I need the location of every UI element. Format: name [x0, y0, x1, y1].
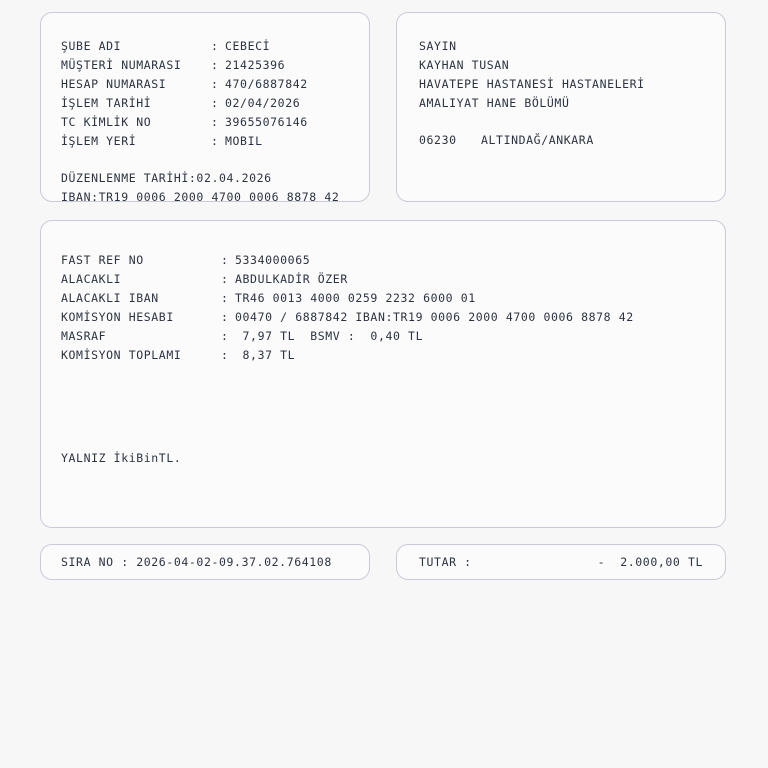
field-separator: :: [221, 310, 229, 324]
field-separator: :: [211, 134, 219, 148]
table-row: [61, 113, 369, 132]
recipient-card: [396, 12, 726, 202]
footer-cards-row: [40, 544, 728, 580]
recipient-address-line-2: AMALIYAT HANE BÖLÜMÜ: [419, 96, 570, 110]
field-value: 470/6887842: [225, 77, 308, 91]
recipient-address-line-1: HAVATEPE HASTANESİ HASTANELERİ: [419, 77, 645, 91]
field-value: 5334000065: [235, 253, 311, 267]
field-separator: :: [211, 96, 219, 110]
amount-in-words: YALNIZ İkiBinTL.: [61, 451, 182, 465]
recipient-heading: SAYIN: [419, 39, 457, 53]
field-separator: :: [221, 253, 229, 267]
table-row: [61, 289, 725, 308]
field-value: 00470 / 6887842 IBAN:TR19 0006 2000 4700 0006 8878 42: [235, 310, 634, 324]
field-label: ŞUBE ADI: [61, 39, 122, 53]
field-label: ALACAKLI: [61, 272, 122, 286]
issue-date-line: DÜZENLENME TARİHİ:02.04.2026: [61, 171, 272, 185]
recipient-city: ALTINDAĞ/ANKARA: [481, 133, 594, 147]
table-row: [61, 75, 369, 94]
field-value: 8,37 TL: [235, 348, 296, 362]
field-label: MÜŞTERİ NUMARASI: [61, 58, 182, 72]
spacer: [61, 151, 369, 169]
field-label: HESAP NUMARASI: [61, 77, 167, 91]
amount-card: [396, 544, 726, 580]
table-row: [61, 56, 369, 75]
field-separator: :: [221, 291, 229, 305]
transaction-details-card: [40, 220, 726, 528]
field-separator: :: [221, 272, 229, 286]
table-row: [61, 308, 725, 327]
sequence-number-label: SIRA NO : 2026-04-02-09.37.02.764108: [61, 555, 332, 569]
field-label: KOMİSYON HESABI: [61, 310, 174, 324]
table-row: [61, 270, 725, 289]
recipient-name: KAYHAN TUSAN: [419, 58, 510, 72]
sequence-number-card: [40, 544, 370, 580]
field-value: TR46 0013 4000 0259 2232 6000 01: [235, 291, 476, 305]
field-separator: :: [211, 115, 219, 129]
table-row: [61, 346, 725, 365]
spacer: [61, 365, 725, 449]
amount-value: - 2.000,00 TL: [597, 555, 703, 569]
field-value: MOBIL: [225, 134, 263, 148]
sender-iban-line: IBAN:TR19 0006 2000 4700 0006 8878 42: [61, 190, 340, 204]
field-label: İŞLEM YERİ: [61, 134, 137, 148]
field-value: 7,97 TL BSMV : 0,40 TL: [235, 329, 424, 343]
field-label: MASRAF: [61, 329, 107, 343]
field-separator: :: [211, 58, 219, 72]
recipient-postcode: 06230: [419, 133, 457, 147]
table-row: [61, 251, 725, 270]
field-value: 21425396: [225, 58, 286, 72]
top-cards-row: [40, 12, 728, 202]
field-separator: :: [221, 348, 229, 362]
table-row: [61, 327, 725, 346]
field-label: KOMİSYON TOPLAMI: [61, 348, 182, 362]
field-separator: :: [211, 39, 219, 53]
field-label: FAST REF NO: [61, 253, 144, 267]
field-value: ABDULKADİR ÖZER: [235, 272, 348, 286]
field-value: 39655076146: [225, 115, 308, 129]
field-label: İŞLEM TARİHİ: [61, 96, 152, 110]
table-row: [61, 132, 369, 151]
table-row: [61, 37, 369, 56]
amount-label: TUTAR :: [419, 555, 472, 569]
recipient-city-row: [419, 131, 725, 150]
field-separator: :: [211, 77, 219, 91]
field-value: CEBECİ: [225, 39, 271, 53]
field-value: 02/04/2026: [225, 96, 301, 110]
field-label: ALACAKLI IBAN: [61, 291, 159, 305]
field-separator: :: [221, 329, 229, 343]
table-row: [61, 94, 369, 113]
spacer: [419, 113, 725, 131]
field-label: TC KİMLİK NO: [61, 115, 152, 129]
branch-info-card: [40, 12, 370, 202]
